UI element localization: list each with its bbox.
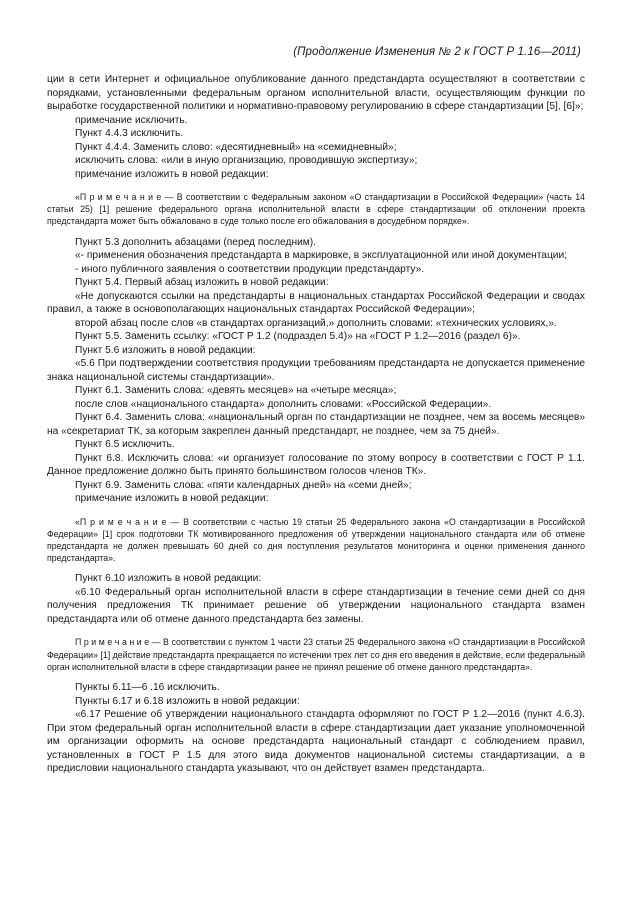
paragraph: исключить слова: «или в иную организацию, проводившую экспертизу»; [75,155,418,166]
document-body [47,73,585,776]
paragraph: - иного публичного заявления о соответствии продукции предстандарту». [75,263,425,275]
paragraph: примечание изложить в новой редакции: [75,493,269,505]
page-header: (Продолжение Изменения № 2 к ГОСТ Р 1.16—2011) [293,46,581,58]
paragraph: примечание изложить в новой редакции: [75,168,269,180]
paragraph: Пункт 6.5 исключить. [75,439,175,451]
paragraph: Пункт 4.4.3 исключить. [75,128,184,139]
paragraph: Пункт 5.5. Заменить ссылку: «ГОСТ Р 1.2 (подраздел 5.4)» на «ГОСТ Р 1.2—2016 (раздел 6)». [75,331,521,343]
paragraph: второй абзац после слов «в стандартах организаций,» дополнить словами: «технических условиях,». [75,317,557,329]
paragraph: «5.6 При подтверждении соответствия продукции требованиям предстандарта не допускается применение знака национальной системы стандартизации». [47,358,585,383]
note-paragraph: «П р и м е ч а н и е — В соответствии с частью 19 статьи 25 Федерального закона «О стандартизации в Российской Федерации» [1] срок подготовки ТК мотивированного предложения об утверждении национального стандарта или об отмене предстандарта не должен превышать 60 дней со дня поступления результатов мониторинга и оценки применения данного предстандарта». [47,516,585,564]
paragraph: Пункт 6.10 изложить в новой редакции: [75,573,262,585]
paragraph: Пункт 6.4. Заменить слова: «национальный орган по стандартизации не позднее, чем за восемь месяцев» на «секретариат ТК, за которым закреплен данный предстандарт, не позднее, чем за 75 дней». [47,412,585,437]
paragraph: примечание исключить. [75,114,188,126]
paragraph: Пункт 6.9. Заменить слова: «пяти календарных дней» на «семи дней»; [75,479,412,491]
paragraph: Пункт 4.4.4. Заменить слово: «десятидневный» на «семидневный»; [75,141,397,153]
paragraph: Пункт 6.8. Исключить слова: «и организует голосование по этому вопросу в соответствии с ГОСТ Р 1.1. Данное предложение должно быть принято большинством голосов членов ТК». [47,452,585,478]
note-paragraph: «П р и м е ч а н и е — В соответствии с Федеральным законом «О стандартизации в Российской Федерации» (часть 14 статьи 25) [1] решение федерального органа исполнительной власти в сфере стандартизации об отклонении проекта предстандарта может быть обжаловано в суде только после его обжалования в досудебном порядке». [47,192,585,227]
paragraph: ции в сети Интернет и официальное опубликование данного предстандарта осуществляют в соответствии с порядками, установленными федеральным органом исполнительной власти, осуществляющим функции по выработке государственной политики и нормативно-правовому регулированию в сфере стандартизации [5], [6]»; [47,74,585,112]
paragraph: Пункт 5.4. Первый абзац изложить в новой редакции: [75,277,329,289]
paragraph: «6.17 Решение об утверждении национального стандарта оформляют по ГОСТ Р 1.2—2016 (пункт 4.6.3). При этом федеральный орган исполнительной власти в сфере стандартизации дает указание уполномоченной им организации оформить на основе предстандарта национальный стандарт с соблюдением правил, установленных в ГОСТ Р 1.5 для этого вида документов национальной системы стандартизации, а в предисловии национального стандарта указывают, что он действует взамен предстандарта. [47,709,585,775]
paragraph: «- применения обозначения предстандарта в маркировке, в эксплуатационной или иной документации; [75,250,568,262]
paragraph: Пункты 6.17 и 6.18 изложить в новой редакции: [75,695,300,707]
paragraph: «6.10 Федеральный орган исполнительной власти в сфере стандартизации в течение семи дней со дня получения предложения ТК принимает решение об утверждении национального стандарта взамен предстандарта или об отмене данного предстандарта без замены. [47,586,585,625]
paragraph: после слов «национального стандарта» дополнить словами: «Российской Федерации». [75,398,492,410]
paragraph: Пункт 5.6 изложить в новой редакции: [75,344,256,356]
paragraph: «Не допускаются ссылки на предстандарты в национальных стандартах Российской Федерации и сводах правил, а также в основополагающих национальных стандартах Российской Федерации»; [47,290,585,316]
paragraph: Пункт 6.1. Заменить слова: «девять месяцев» на «четыре месяца»; [75,385,397,397]
paragraph: Пункт 5.3 дополнить абзацами (перед последним). [75,236,316,248]
paragraph: Пункты 6.11—6 .16 исключить. [75,682,220,694]
note-paragraph: П р и м е ч а н и е — В соответствии с пунктом 1 части 23 статьи 25 Федерального закона «О стандартизации в Российской Федерации» [1] действие предстандарта прекращается по истечении трех лет со дня его введения в действие, если федеральный орган исполнительной власти в сфере стандартизации ранее не принял решение об отмене данного предстандарта». [47,637,585,672]
